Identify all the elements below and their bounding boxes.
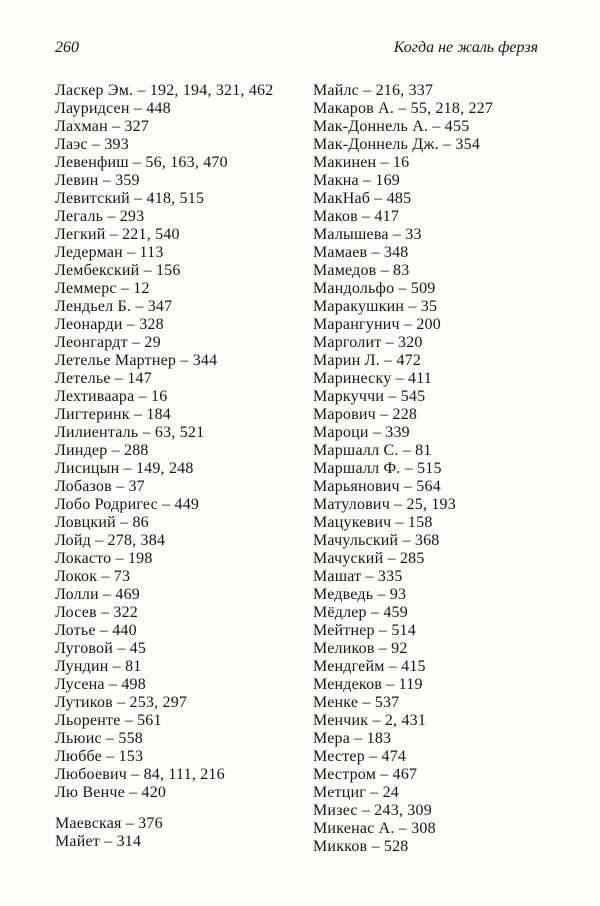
- index-entry: Лойд – 278, 384: [55, 532, 166, 549]
- index-entry: Местер – 474: [313, 748, 407, 765]
- index-entry: Локок – 73: [55, 568, 131, 585]
- index-entry: Ловцкий – 86: [55, 514, 149, 531]
- index-entry: Марович – 228: [313, 406, 418, 423]
- index-entry: Локасто – 198: [55, 550, 153, 567]
- index-entry: Лобазов – 37: [55, 478, 145, 495]
- index-entry: Машат – 335: [313, 568, 403, 585]
- index-entry: Лигтеринк – 184: [55, 406, 171, 423]
- index-entry: Мамаев – 348: [313, 244, 409, 261]
- index-entry: Макаров А. – 55, 218, 227: [313, 100, 494, 117]
- index-entry: Мейтнер – 514: [313, 622, 416, 639]
- index-entry: Мак-Доннель А. – 455: [313, 118, 470, 135]
- index-entry: Макна – 169: [313, 172, 400, 189]
- index-entry: Любоевич – 84, 111, 216: [55, 766, 225, 783]
- index-entry: Метциг – 24: [313, 784, 399, 801]
- index-columns: [55, 82, 563, 856]
- page-header: [55, 39, 538, 57]
- index-entry: Лаэс – 393: [55, 136, 129, 153]
- index-entry: Левин – 359: [55, 172, 140, 189]
- index-entry: Малышева – 33: [313, 226, 422, 243]
- index-entry: Мизес – 243, 309: [313, 802, 432, 819]
- index-entry: Леонгардт – 29: [55, 334, 161, 351]
- index-entry: Лауридсен – 448: [55, 100, 171, 117]
- index-entry: Люббе – 153: [55, 748, 144, 765]
- index-entry: Марьянович – 564: [313, 478, 441, 495]
- index-entry: МакНаб – 485: [313, 190, 412, 207]
- index-entry: Маркуччи – 545: [313, 388, 426, 405]
- index-group: [313, 82, 563, 856]
- index-entry: Леммерс – 12: [55, 280, 150, 297]
- index-entry: Лобо Родригес – 449: [55, 496, 200, 513]
- index-entry: Мера – 183: [313, 730, 392, 747]
- index-entry: Майет – 314: [55, 833, 142, 850]
- index-entry: Лилиенталь – 63, 521: [55, 424, 205, 441]
- index-entry: Летелье – 147: [55, 370, 152, 387]
- index-entry: Марангунич – 200: [313, 316, 441, 333]
- index-column-left: [55, 82, 313, 856]
- index-entry: Макинен – 16: [313, 154, 410, 171]
- index-entry: Медведь – 93: [313, 586, 407, 603]
- index-entry: Левитский – 418, 515: [55, 190, 205, 207]
- index-entry: Лусена – 498: [55, 676, 146, 693]
- index-entry: Менчик – 2, 431: [313, 712, 427, 729]
- index-entry: Маракушкин – 35: [313, 298, 438, 315]
- index-entry: Лахман – 327: [55, 118, 150, 135]
- index-entry: Легкий – 221, 540: [55, 226, 180, 243]
- index-entry: Маршалл С. – 81: [313, 442, 432, 459]
- index-entry: Мёдлер – 459: [313, 604, 408, 621]
- index-entry: Лутиков – 253, 297: [55, 694, 188, 711]
- index-entry: Микков – 528: [313, 838, 409, 855]
- index-entry: Лендьел Б. – 347: [55, 298, 173, 315]
- index-group: [55, 82, 313, 802]
- index-entry: Мамедов – 83: [313, 262, 410, 279]
- index-entry: Леонарди – 328: [55, 316, 164, 333]
- index-entry: Мачуский – 285: [313, 550, 425, 567]
- index-entry: Льоренте – 561: [55, 712, 162, 729]
- index-entry: Лундин – 81: [55, 658, 142, 675]
- index-entry: Маринеску – 411: [313, 370, 433, 387]
- index-entry: Лю Венче – 420: [55, 784, 167, 801]
- index-entry: Мандольфо – 509: [313, 280, 436, 297]
- index-entry: Мендеков – 119: [313, 676, 423, 693]
- index-entry: Мачульский – 368: [313, 532, 440, 549]
- index-entry: Лембекский – 156: [55, 262, 181, 279]
- index-entry: Мак-Доннель Дж. – 354: [313, 136, 481, 153]
- index-entry: Менке – 537: [313, 694, 400, 711]
- index-entry: Марголит – 320: [313, 334, 423, 351]
- index-entry: Ласкер Эм. – 192, 194, 321, 462: [55, 82, 274, 99]
- index-entry: Легаль – 293: [55, 208, 145, 225]
- index-entry: Марин Л. – 472: [313, 352, 422, 369]
- index-entry: Маков – 417: [313, 208, 400, 225]
- index-entry: Мендгейм – 415: [313, 658, 426, 675]
- index-entry: Лолли – 469: [55, 586, 140, 603]
- index-entry: Местром – 467: [313, 766, 418, 783]
- index-entry: Линдер – 288: [55, 442, 149, 459]
- index-entry: Мароци – 339: [313, 424, 410, 441]
- index-entry: Лехтиваара – 16: [55, 388, 168, 405]
- index-entry: Лосев – 322: [55, 604, 139, 621]
- index-entry: Матулович – 25, 193: [313, 496, 456, 513]
- index-group: [55, 815, 313, 851]
- index-entry: Маршалл Ф. – 515: [313, 460, 442, 477]
- index-column-right: [313, 82, 563, 856]
- index-entry: Ледерман – 113: [55, 244, 164, 261]
- running-title: Когда не жаль ферзя: [393, 39, 538, 56]
- index-entry: Микенас А. – 308: [313, 820, 436, 837]
- index-entry: Меликов – 92: [313, 640, 408, 657]
- index-entry: Мацукевич – 158: [313, 514, 433, 531]
- index-entry: Майлс – 216, 337: [313, 82, 434, 99]
- index-entry: Летелье Мартнер – 344: [55, 352, 218, 369]
- index-entry: Лотье – 440: [55, 622, 137, 639]
- index-entry: Луговой – 45: [55, 640, 147, 657]
- index-entry: Льюис – 558: [55, 730, 143, 747]
- index-entry: Маевская – 376: [55, 815, 163, 832]
- page-number: 260: [55, 39, 79, 56]
- index-entry: Левенфиш – 56, 163, 470: [55, 154, 228, 171]
- index-entry: Лисицын – 149, 248: [55, 460, 194, 477]
